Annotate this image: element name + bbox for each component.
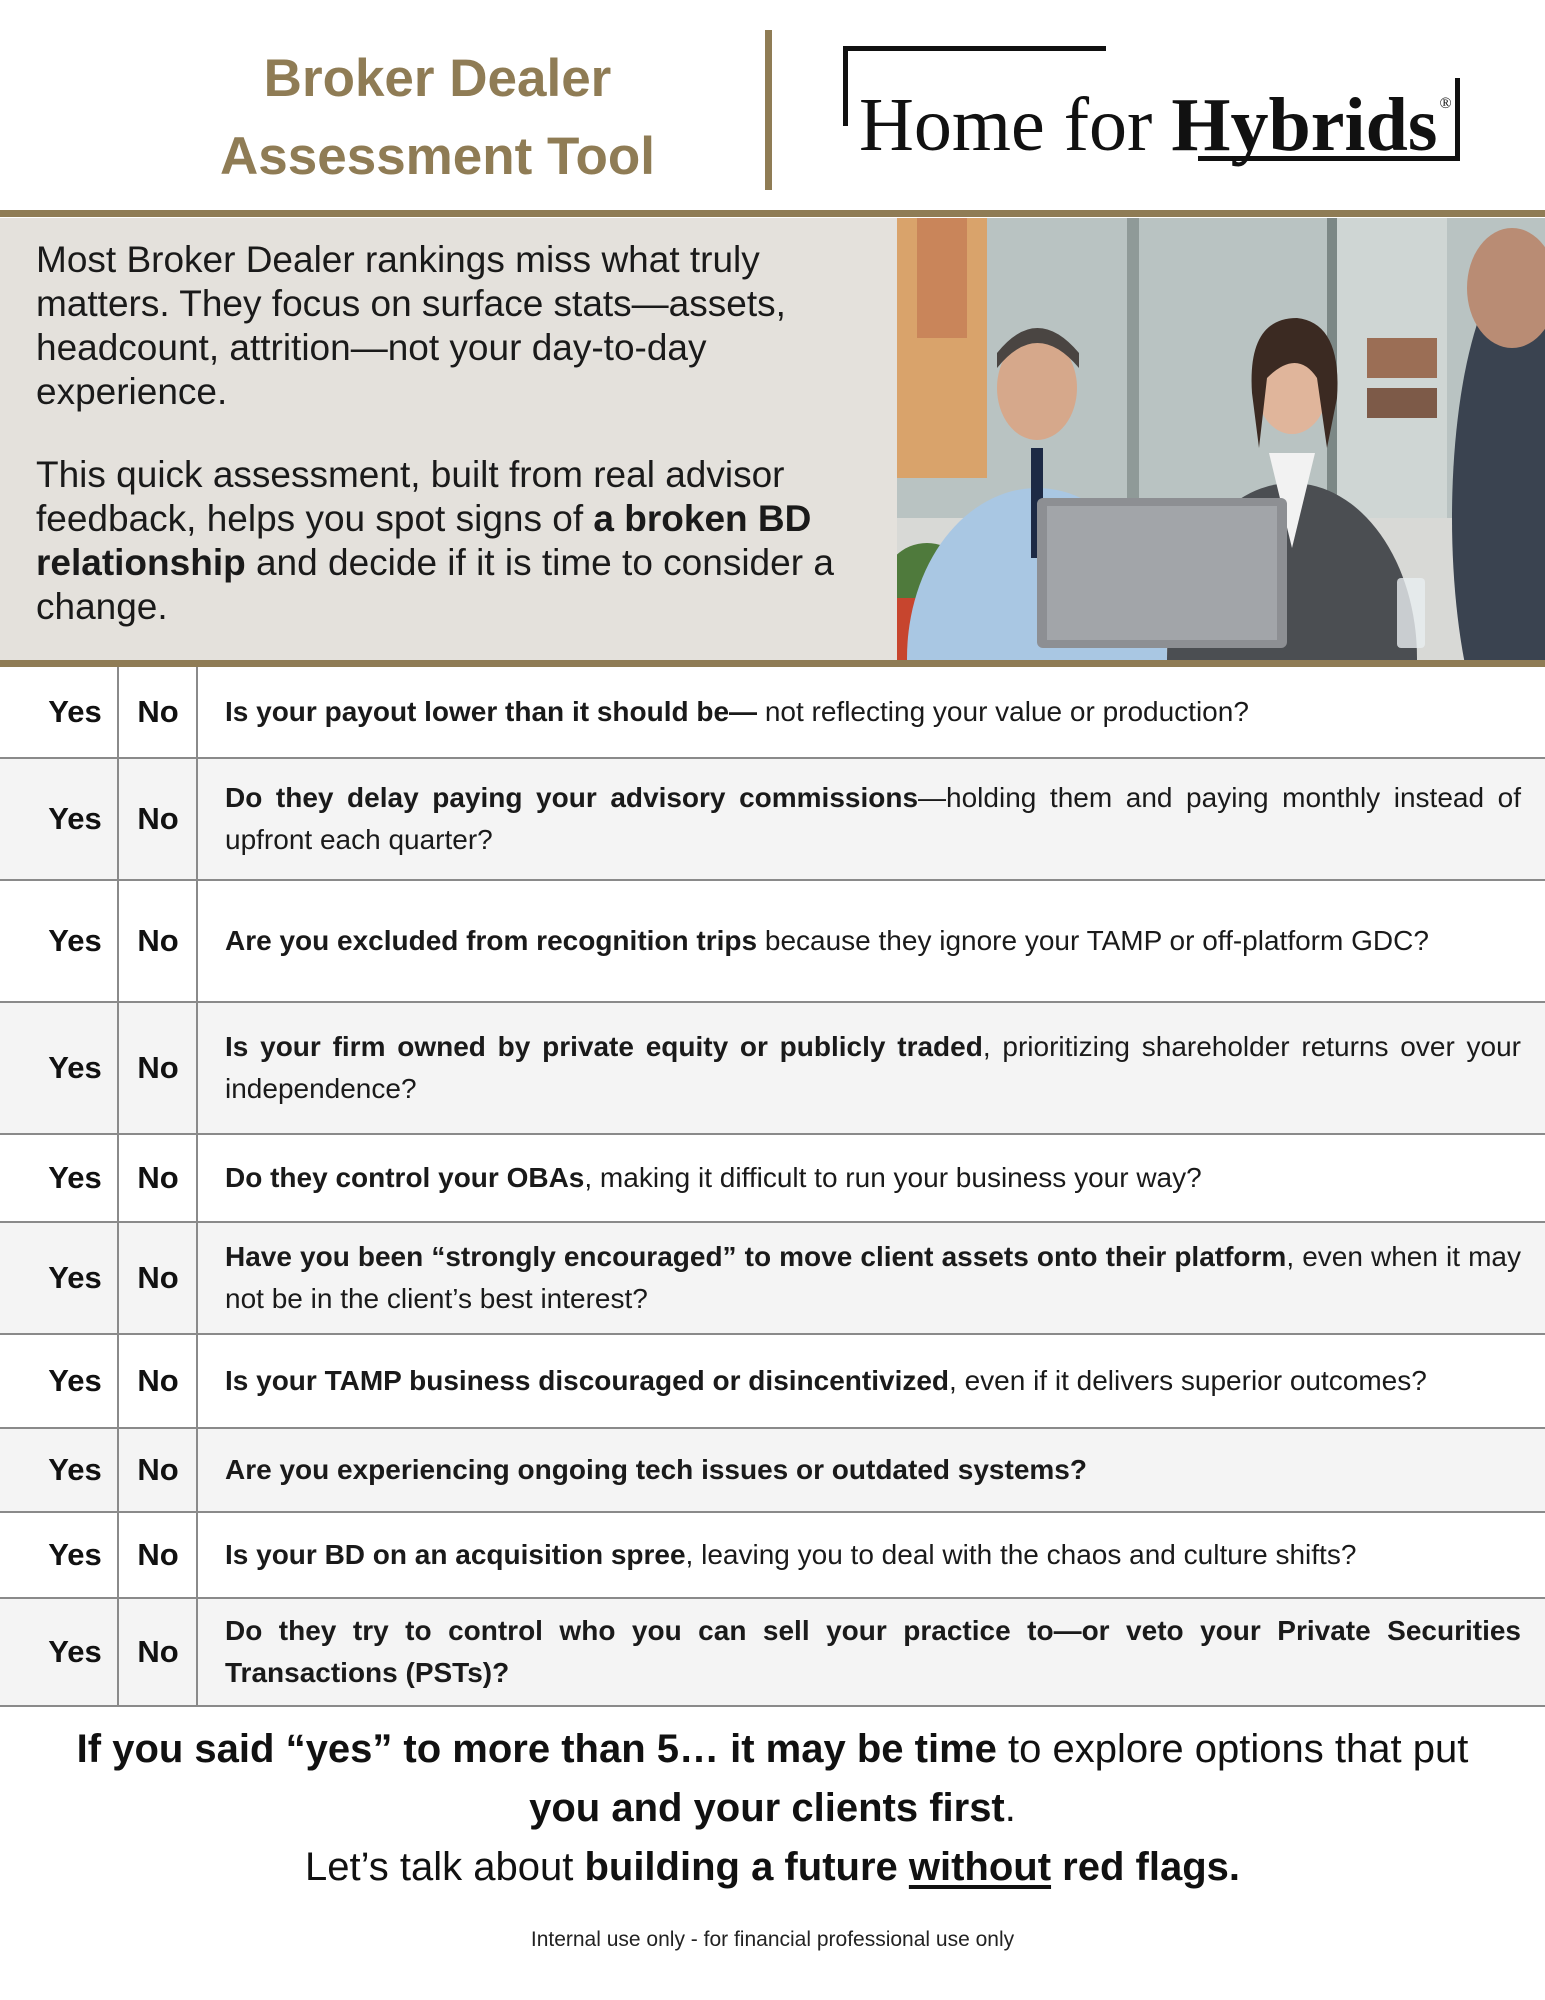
question-text xyxy=(225,1599,1521,1705)
question-text xyxy=(225,1223,1521,1333)
question-text xyxy=(225,881,1521,1001)
table-row xyxy=(0,667,1545,757)
intro-paragraph-1: Most Broker Dealer rankings miss what truly matters. They focus on surface stats—assets, headcount, attrition—not your day-to-day experience. xyxy=(36,239,786,412)
yes-option[interactable]: Yes xyxy=(48,1050,102,1085)
cta-line-1-rest: to explore options that put xyxy=(996,1727,1469,1771)
cta-line-3 xyxy=(0,1838,1545,1897)
cta-line-2-rest: . xyxy=(1004,1786,1016,1830)
question-rest: , even when it may not be in the client’s best interest? xyxy=(225,1241,1522,1314)
no-option[interactable]: No xyxy=(137,1160,179,1195)
yes-option[interactable]: Yes xyxy=(48,1260,102,1295)
question-rest: , leaving you to deal with the chaos and culture shifts? xyxy=(685,1539,1357,1570)
logo-light-text: Home for xyxy=(859,83,1172,167)
table-row xyxy=(0,1223,1545,1333)
table-row xyxy=(0,1429,1545,1511)
table-row xyxy=(0,1335,1545,1427)
intro-p2-start: This quick assessment, built from real advisor feedback, helps you spot signs of xyxy=(36,454,785,539)
gold-divider-top xyxy=(0,210,1545,217)
cta-line-3-bold: building a future xyxy=(584,1845,909,1889)
header-divider xyxy=(765,30,772,190)
title-line-2: Assessment Tool xyxy=(220,127,655,186)
question-bold: Have you been “strongly encouraged” to move client assets onto their platform xyxy=(225,1241,1287,1272)
question-text xyxy=(225,1513,1521,1597)
cta-line-3-end: red flags. xyxy=(1051,1845,1240,1889)
question-bold: Do they delay paying your advisory commissions xyxy=(225,782,919,813)
question-text xyxy=(225,1335,1521,1427)
header xyxy=(0,0,1545,210)
question-rest: , making it difficult to run your business your way? xyxy=(584,1162,1202,1193)
row-divider xyxy=(0,1705,1545,1707)
gold-divider-bottom xyxy=(0,660,1545,667)
no-option[interactable]: No xyxy=(137,1050,179,1085)
intro-panel xyxy=(0,218,897,660)
intro-paragraph-2 xyxy=(36,453,876,629)
question-bold: Is your TAMP business discouraged or disincentivized xyxy=(225,1365,950,1396)
no-option[interactable]: No xyxy=(137,923,179,958)
question-bold: Is your payout lower than it should be— xyxy=(225,696,758,727)
assessment-table xyxy=(0,667,1545,1707)
column-divider xyxy=(196,667,198,1707)
question-bold: Is your BD on an acquisition spree xyxy=(225,1539,686,1570)
call-to-action xyxy=(0,1720,1545,1897)
question-bold: Is your firm owned by private equity or publicly traded xyxy=(225,1031,983,1062)
no-option[interactable]: No xyxy=(137,694,179,729)
intro-p2-end: and decide if it is time to consider a change. xyxy=(36,542,834,627)
meeting-photo xyxy=(897,218,1545,660)
cta-line-2-bold: you and your clients first xyxy=(529,1786,1005,1830)
cta-line-2 xyxy=(0,1779,1545,1838)
question-text xyxy=(225,1003,1521,1133)
logo-bracket-right xyxy=(1455,78,1460,156)
question-rest: —holding them and paying monthly instead of upfront each quarter? xyxy=(225,782,1521,855)
disclaimer: Internal use only - for financial professional use only xyxy=(530,1928,1015,1951)
yes-option[interactable]: Yes xyxy=(48,923,102,958)
table-row xyxy=(0,1003,1545,1133)
meeting-photo-illustration xyxy=(897,218,1545,660)
question-bold: Are you experiencing ongoing tech issues or outdated systems? xyxy=(225,1454,1087,1485)
home-for-hybrids-logo xyxy=(843,46,1463,167)
cta-line-3-start: Let’s talk about xyxy=(305,1845,585,1889)
no-option[interactable]: No xyxy=(137,801,179,836)
yes-option[interactable]: Yes xyxy=(48,801,102,836)
no-option[interactable]: No xyxy=(137,1634,179,1669)
question-rest: , even if it delivers superior outcomes? xyxy=(949,1365,1427,1396)
intro-p2-bold: a broken BD relationship xyxy=(36,498,812,583)
yes-option[interactable]: Yes xyxy=(48,1160,102,1195)
logo-bold-text: Hybrids xyxy=(1171,83,1438,167)
table-row xyxy=(0,1135,1545,1221)
question-text xyxy=(225,1429,1521,1511)
yes-option[interactable]: Yes xyxy=(48,1452,102,1487)
table-row xyxy=(0,1599,1545,1705)
cta-line-1 xyxy=(0,1720,1545,1779)
question-text xyxy=(225,759,1521,879)
question-text xyxy=(225,667,1521,757)
yes-option[interactable]: Yes xyxy=(48,1363,102,1398)
table-row xyxy=(0,1513,1545,1597)
table-row xyxy=(0,759,1545,879)
no-option[interactable]: No xyxy=(137,1452,179,1487)
column-divider xyxy=(117,667,119,1707)
question-rest: , prioritizing shareholder returns over your independence? xyxy=(225,1031,1522,1104)
no-option[interactable]: No xyxy=(137,1260,179,1295)
table-row xyxy=(0,881,1545,1001)
question-bold: Are you excluded from recognition trips xyxy=(225,925,758,956)
question-rest: because they ignore your TAMP or off-platform GDC? xyxy=(757,925,1429,956)
yes-option[interactable]: Yes xyxy=(48,694,102,729)
cta-underlined-word: without xyxy=(908,1845,1052,1889)
title-line-1: Broker Dealer xyxy=(263,49,612,108)
cta-line-1-bold: If you said “yes” to more than 5… it may be time xyxy=(76,1727,997,1771)
no-option[interactable]: No xyxy=(137,1363,179,1398)
registered-mark: ® xyxy=(1439,95,1452,112)
question-bold: Do they try to control who you can sell your practice to—or veto your Private Securities Transactions (PSTs)? xyxy=(225,1615,1521,1688)
question-text xyxy=(225,1135,1521,1221)
logo-bracket-left xyxy=(843,46,848,126)
logo-bracket-top xyxy=(843,46,1106,51)
logo-wordmark xyxy=(859,54,1452,175)
yes-option[interactable]: Yes xyxy=(48,1537,102,1572)
question-bold: Do they control your OBAs xyxy=(225,1162,585,1193)
no-option[interactable]: No xyxy=(137,1537,179,1572)
yes-option[interactable]: Yes xyxy=(48,1634,102,1669)
question-rest: not reflecting your value or production? xyxy=(757,696,1249,727)
page-title xyxy=(150,40,725,196)
